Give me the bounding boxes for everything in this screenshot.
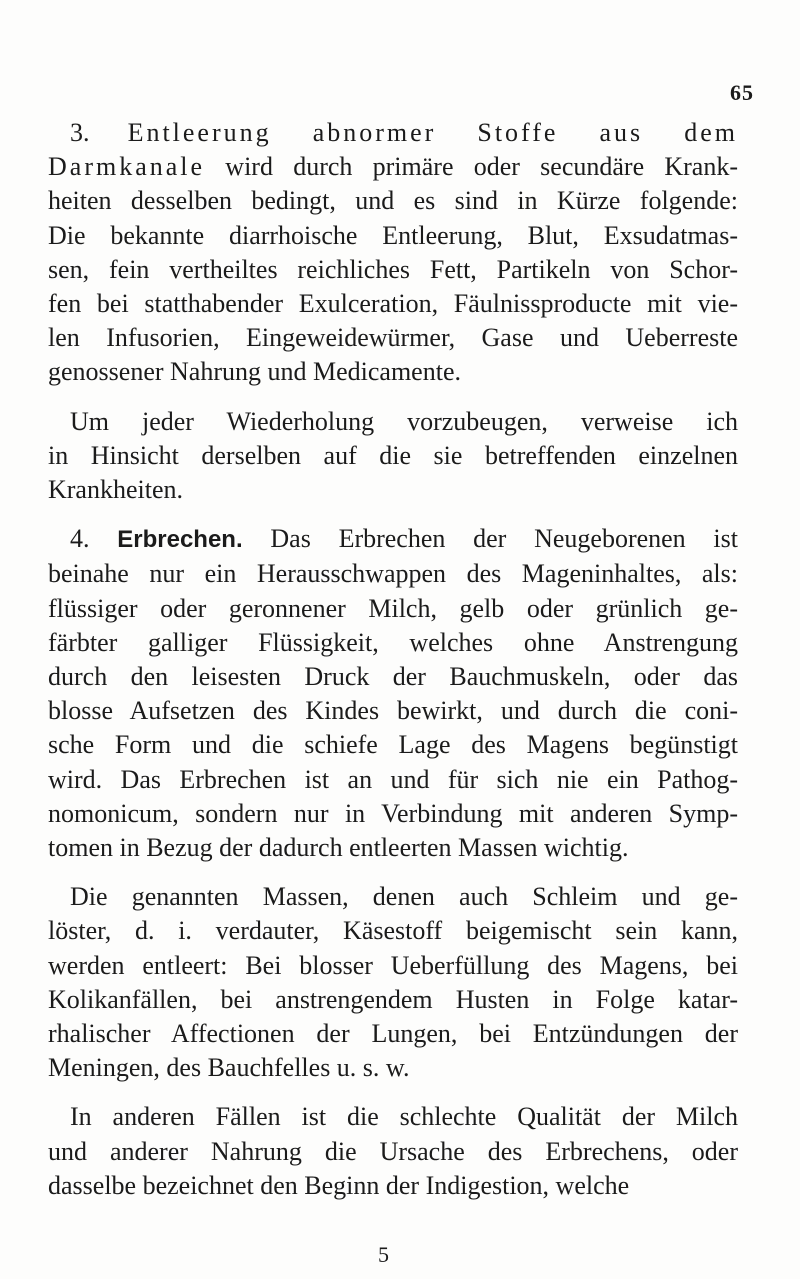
- text-run: heiten desselben bedingt, und es sind in Kürze folgende:: [48, 186, 738, 216]
- text-line: [48, 1135, 738, 1169]
- text-line: [48, 253, 738, 287]
- text-run: 3.: [70, 118, 128, 147]
- text-line: [48, 660, 738, 694]
- text-line: [48, 1100, 738, 1134]
- text-run: flüssiger oder geronnener Milch, gelb oder grünlich ge-: [48, 593, 738, 623]
- text-run: löster, d. i. verdauter, Käsestoff beigemischt sein kann,: [48, 916, 738, 946]
- text-run: werden entleert: Bei blosser Ueberfüllung des Magens, bei: [48, 950, 738, 980]
- text-run: In anderen Fällen ist die schlechte Qualität der Milch: [70, 1102, 738, 1132]
- text-line: [48, 321, 738, 355]
- text-line: [48, 592, 738, 626]
- paragraph: [48, 116, 738, 390]
- text-line: [48, 219, 738, 253]
- text-run: wird. Das Erbrechen ist an und für sich nie ein Pathog-: [48, 764, 738, 794]
- text-run: wird durch primäre oder secundäre Krank-: [205, 152, 738, 182]
- text-run: Die genannten Massen, denen auch Schleim und ge-: [70, 882, 738, 912]
- body-text: [48, 116, 738, 1218]
- text-line: [48, 694, 738, 728]
- text-line: [48, 184, 738, 218]
- text-line: [48, 728, 738, 762]
- text-run: beinahe nur ein Herausschwappen des Mageninhaltes, als:: [48, 559, 738, 589]
- text-run: in Hinsicht derselben auf die sie betreffenden einzelnen: [48, 440, 738, 470]
- section-heading: Erbrechen.: [117, 526, 243, 554]
- text-line: [48, 116, 738, 150]
- paragraph: [48, 522, 738, 865]
- text-line: [48, 763, 738, 797]
- paragraph: [48, 880, 738, 1085]
- text-run: durch den leisesten Druck der Bauchmuskeln, oder das: [48, 662, 738, 692]
- text-run: tomen in Bezug der dadurch entleerten Massen wichtig.: [48, 833, 629, 863]
- page-number: 65: [730, 80, 754, 105]
- text-run: sche Form und die schiefe Lage des Magens begünstigt: [48, 730, 738, 760]
- text-run: nomonicum, sondern nur in Verbindung mit anderen Symp-: [48, 798, 738, 828]
- text-run: 4.: [70, 524, 118, 554]
- text-run: rhalischer Affectionen der Lungen, bei Entzündungen der: [48, 1019, 738, 1049]
- text-run: genossener Nahrung und Medicamente.: [48, 357, 461, 387]
- text-run: und anderer Nahrung die Ursache des Erbrechens, oder: [48, 1136, 738, 1166]
- text-run: Entleerung abnormer Stoffe aus dem: [127, 118, 738, 147]
- text-run: Krankheiten.: [48, 475, 184, 505]
- text-line: [48, 880, 738, 914]
- text-line: [48, 439, 738, 473]
- text-line: [48, 1169, 738, 1203]
- text-run: fen bei statthabender Exulceration, Fäulnissproducte mit vie-: [48, 289, 738, 319]
- paragraph: [48, 1100, 738, 1203]
- text-run: Die bekannte diarrhoische Entleerung, Blut, Exsudatmas-: [48, 220, 738, 250]
- text-line: [48, 983, 738, 1017]
- text-run: färbter galliger Flüssigkeit, welches ohne Anstrengung: [48, 627, 738, 657]
- text-run: Das Erbrechen der Neugeborenen ist: [242, 524, 738, 554]
- text-line: [48, 626, 738, 660]
- text-line: [48, 405, 738, 439]
- text-line: [48, 522, 738, 557]
- text-line: [48, 557, 738, 591]
- text-line: [48, 914, 738, 948]
- text-run: len Infusorien, Eingeweidewürmer, Gase und Ueberreste: [48, 323, 738, 353]
- text-line: [48, 831, 738, 865]
- text-line: [48, 287, 738, 321]
- text-run: sen, fein vertheiltes reichliches Fett, Partikeln von Schor-: [48, 254, 738, 284]
- text-line: [48, 949, 738, 983]
- text-line: [48, 1017, 738, 1051]
- text-line: [48, 1051, 738, 1085]
- text-line: [48, 355, 738, 389]
- text-run: dasselbe bezeichnet den Beginn der Indigestion, welche: [48, 1170, 630, 1200]
- signature-mark: 5: [378, 1242, 389, 1267]
- text-run: Kolikanfällen, bei anstrengendem Husten in Folge katar-: [48, 984, 738, 1014]
- text-run: blosse Aufsetzen des Kindes bewirkt, und durch die coni-: [48, 696, 738, 726]
- text-line: [48, 797, 738, 831]
- text-run: Meningen, des Bauchfelles u. s. w.: [48, 1053, 410, 1083]
- text-run: Darmkanale: [48, 152, 206, 182]
- paragraph: [48, 405, 738, 508]
- text-run: Um jeder Wiederholung vorzubeugen, verweise ich: [70, 406, 738, 436]
- text-line: [48, 473, 738, 507]
- text-line: [48, 150, 738, 184]
